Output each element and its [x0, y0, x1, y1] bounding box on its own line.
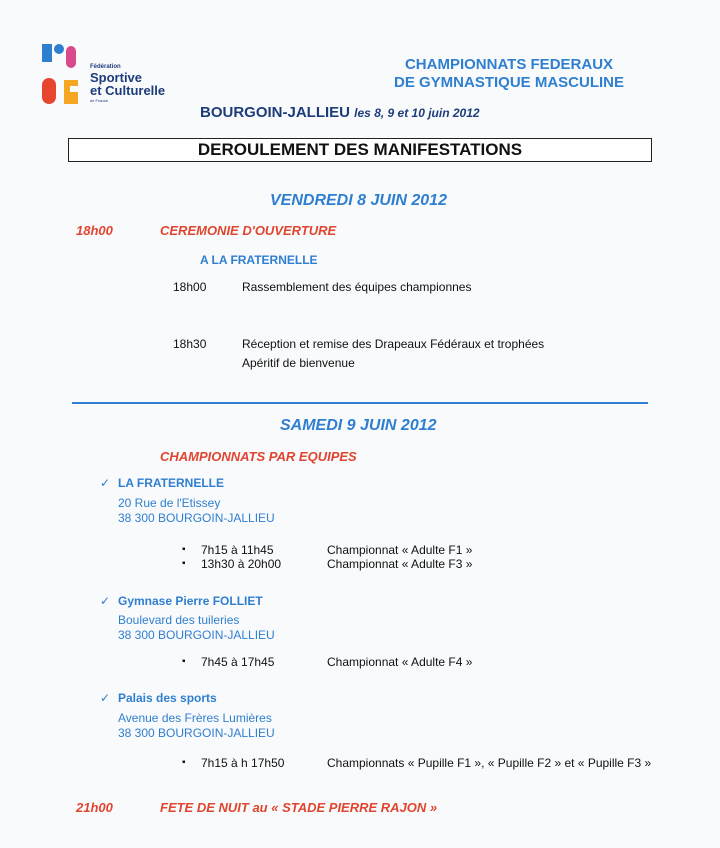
check-icon: ✓	[100, 594, 111, 608]
saturday-heading: SAMEDI 9 JUIN 2012	[280, 417, 437, 434]
venue-address-line: 38 300 BOURGOIN-JALLIEU	[118, 628, 275, 642]
session-time: 7h15 à 11h45	[201, 543, 274, 557]
header-title	[374, 56, 644, 92]
bullet-icon: ▪	[182, 544, 186, 555]
friday-venue: A LA FRATERNELLE	[200, 253, 318, 267]
header-dates: les 8, 9 et 10 juin 2012	[354, 106, 480, 120]
venue-name: Gymnase Pierre FOLLIET	[118, 594, 263, 608]
friday-item-text: Rassemblement des équipes championnes	[242, 280, 472, 294]
session-label: Championnat « Adulte F1 »	[327, 543, 473, 557]
venue-address	[118, 613, 275, 643]
venue-name: Palais des sports	[118, 691, 217, 705]
session-time: 13h30 à 20h00	[201, 557, 282, 571]
friday-heading: VENDREDI 8 JUIN 2012	[270, 192, 447, 209]
page-title-box: DEROULEMENT DES MANIFESTATIONS	[68, 138, 652, 162]
section-divider	[72, 402, 648, 404]
session-label: Championnat « Adulte F4 »	[327, 655, 473, 669]
venue-address-line: Avenue des Frères Lumières	[118, 711, 272, 725]
session-time: 7h45 à 17h45	[201, 655, 275, 669]
bullet-icon: ▪	[182, 757, 186, 768]
logo-line-culturelle: et Culturelle	[90, 83, 166, 98]
venue-name: LA FRATERNELLE	[118, 476, 224, 490]
session-time: 7h15 à h 17h50	[201, 756, 285, 770]
header-subtitle	[200, 104, 480, 121]
session-label: Championnat « Adulte F3 »	[327, 557, 473, 571]
venue-address-line: 38 300 BOURGOIN-JALLIEU	[118, 511, 275, 525]
friday-item-text: Réception et remise des Drapeaux Fédéraux et trophées	[242, 337, 545, 351]
session-label: Championnats « Pupille F1 », « Pupille F2 » et « Pupille F3 »	[327, 756, 652, 770]
night-event-title: FETE DE NUIT au « STADE PIERRE RAJON »	[160, 800, 438, 815]
fscf-logo-mark	[40, 42, 88, 106]
saturday-section-title: CHAMPIONNATS PAR EQUIPES	[160, 449, 357, 464]
night-event-time: 21h00	[76, 800, 113, 815]
logo-line-sportive: Sportive	[90, 70, 143, 85]
venue-address	[118, 496, 275, 526]
bullet-icon: ▪	[182, 558, 186, 569]
venue-address-line: 38 300 BOURGOIN-JALLIEU	[118, 726, 275, 740]
header-title-line1: CHAMPIONNATS FEDERAUX	[404, 56, 614, 73]
friday-item-text: Apéritif de bienvenue	[242, 356, 355, 370]
header-city: BOURGOIN-JALLIEU	[200, 104, 350, 121]
venue-address-line: 20 Rue de l'Etissey	[118, 496, 221, 510]
check-icon: ✓	[100, 476, 111, 490]
fscf-logo	[40, 42, 170, 110]
logo-text-sportive	[90, 71, 165, 97]
friday-ceremony-time: 18h00	[76, 223, 113, 238]
friday-item-time: 18h00	[173, 280, 207, 294]
friday-ceremony-title: CEREMONIE D'OUVERTURE	[160, 223, 337, 238]
venue-address-line: Boulevard des tuileries	[118, 613, 240, 627]
check-icon: ✓	[100, 691, 111, 705]
friday-item-time: 18h30	[173, 337, 207, 351]
logo-text-federation: Fédération	[90, 64, 121, 70]
header-title-line2: DE GYMNASTIQUE MASCULINE	[393, 74, 624, 91]
logo-text-france: de France	[90, 98, 109, 103]
venue-address	[118, 711, 275, 741]
bullet-icon: ▪	[182, 656, 186, 667]
